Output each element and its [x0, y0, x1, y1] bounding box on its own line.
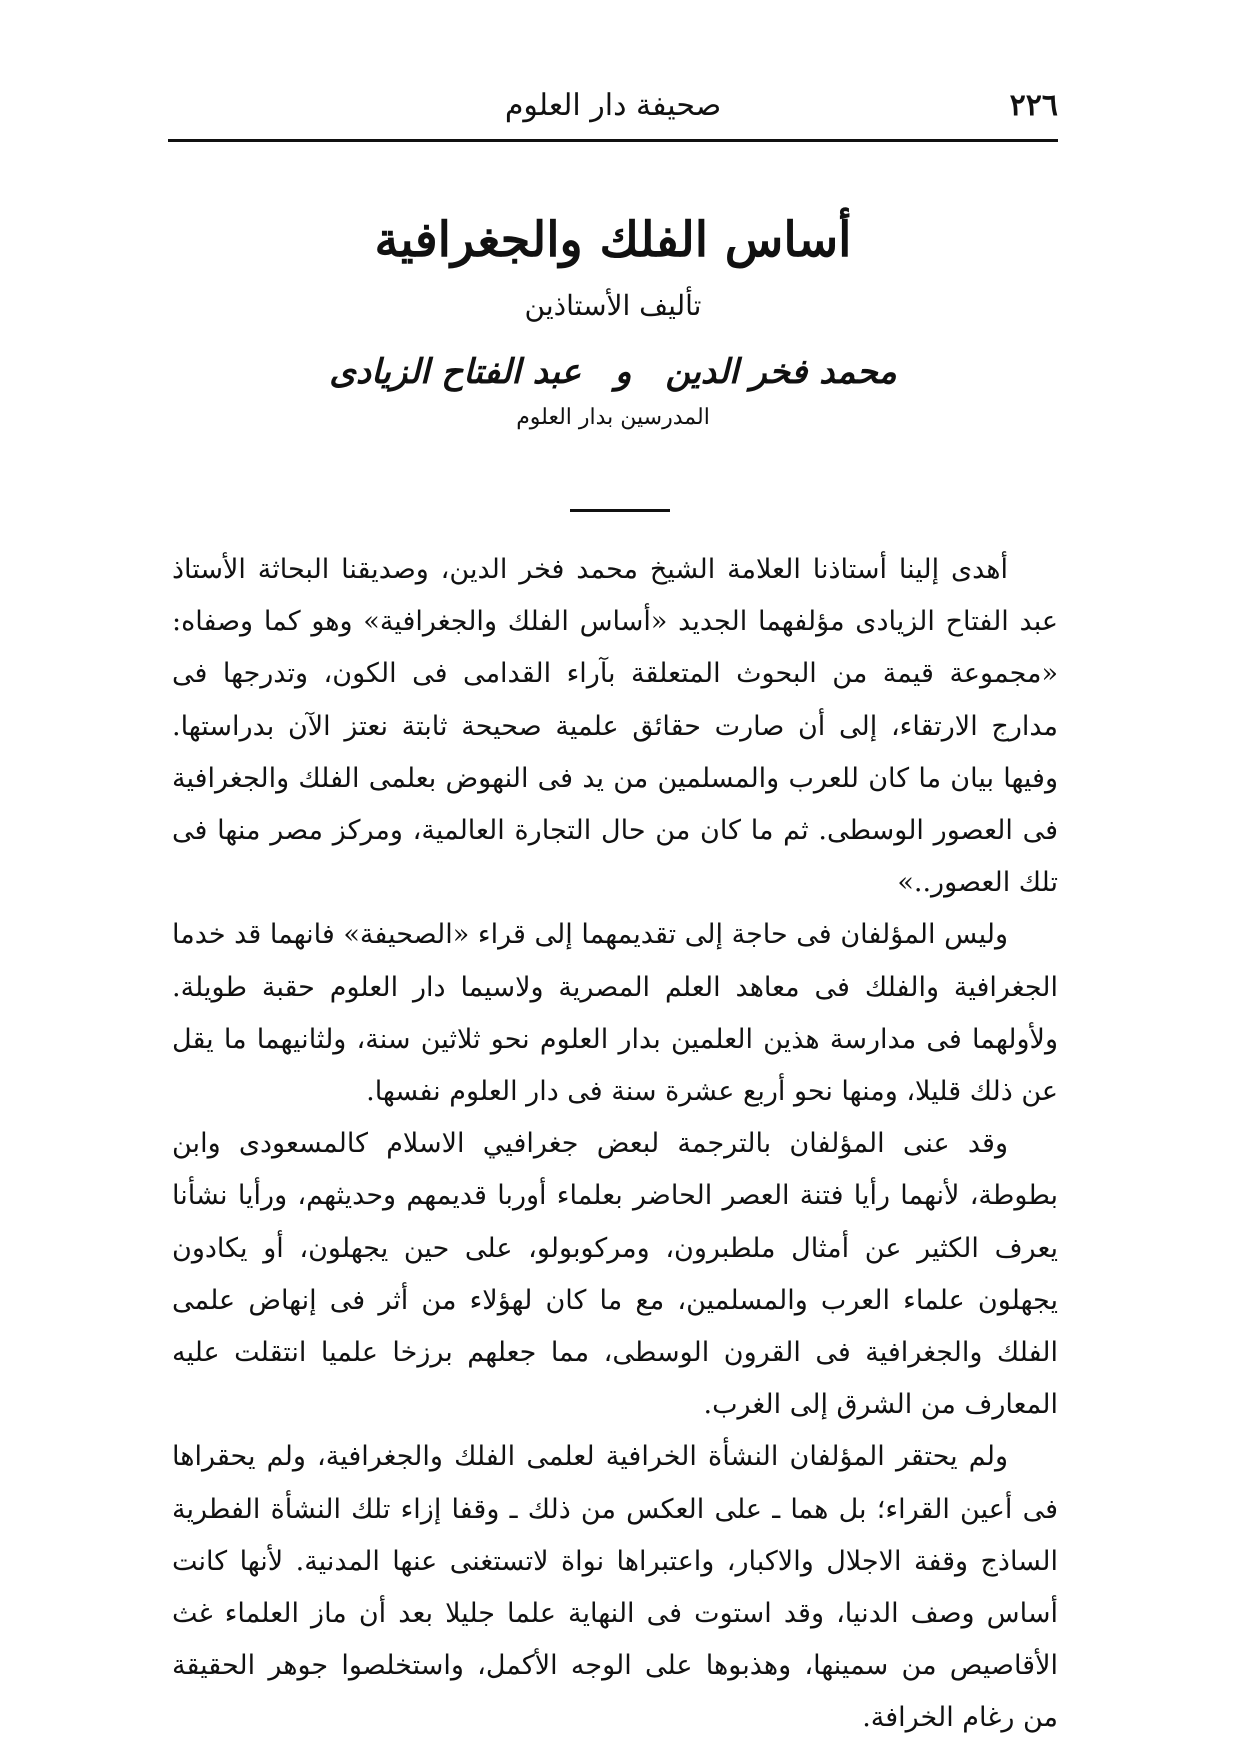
body-paragraph: ولم يحتقر المؤلفان النشأة الخرافية لعلمى الفلك والجغرافية، ولم يحقراها فى أعين القراء؛ بل هما ـ على العكس من ذلك ـ وقفا إزاء تلك النشأة الفطرية الساذج وقفة الاجلال والاكبار، واعتبراها نواة لاتستغنى عنها المدنية. لأنها كانت أساس وصف الدنيا، وقد استوت فى النهاية علما جليلا بعد أن ماز العلماء غث الأقاصيص من سمينها، وهذبوها على الوجه الأكمل، واستخلصوا جوهر الحقيقة من رغام الخرافة.	[172, 1441, 1058, 1734]
page-header	[168, 84, 1058, 134]
article-body	[172, 544, 1058, 1745]
author-1: محمد فخر الدين	[665, 352, 897, 392]
authors-affiliation: المدرسين بدار العلوم	[516, 405, 710, 430]
body-paragraph: وقد عنى المؤلفان بالترجمة لبعض جغرافيي الاسلام كالمسعودى وابن بطوطة، لأنهما رأيا فتنة العصر الحاضر بعلماء أوربا قديمهم وحديثهم، ورأيا نشأنا يعرف الكثير عن أمثال ملطبرون، ومركوبولو، على حين يجهلون، أو يكادون يجهلون علماء العرب والمسلمين، مع ما كان لهؤلاء من أثر فى إنهاض علمى الفلك والجغرافية فى القرون الوسطى، مما جعلهم برزخا علميا انتقلت عليه المعارف من الشرق إلى الغرب.	[172, 1128, 1058, 1421]
section-divider	[570, 509, 670, 512]
author-separator: و	[615, 352, 632, 392]
body-paragraph: وليس المؤلفان فى حاجة إلى تقديمهما إلى قراء «الصحيفة» فانهما قد خدما الجغرافية والفلك فى معاهد العلم المصرية ولاسيما دار العلوم حقبة طويلة. ولأولهما فى مدارسة هذين العلمين بدار العلوم نحو ثلاثين سنة، ولثانيهما ما يقل عن ذلك قليلا، ومنها نحو أربع عشرة سنة فى دار العلوم نفسها.	[172, 919, 1058, 1108]
header-rule	[168, 139, 1058, 142]
authors-line	[168, 350, 1058, 394]
running-title: صحيفة دار العلوم	[504, 88, 722, 123]
page-number: ٢٢٦	[1009, 88, 1058, 123]
article-heading	[168, 210, 1058, 432]
author-2: عبد الفتاح الزيادى	[329, 352, 582, 392]
byline-lead: تأليف الأستاذين	[524, 289, 702, 322]
body-paragraph: أهدى إلينا أستاذنا العلامة الشيخ محمد فخر الدين، وصديقنا البحاثة الأستاذ عبد الفتاح الزيادى مؤلفهما الجديد «أساس الفلك والجغرافية» وهو كما وصفاه: «مجموعة قيمة من البحوث المتعلقة بآراء القدامى فى الكون، وتدرجها فى مدارج الارتقاء، إلى أن صارت حقائق علمية صحيحة ثابتة نعتز الآن بدراستها. وفيها بيان ما كان للعرب والمسلمين من يد فى النهوض بعلمى الفلك والجغرافية فى العصور الوسطى. ثم ما كان من حال التجارة العالمية، ومركز مصر منها فى تلك العصور..»	[172, 554, 1058, 899]
article-title: أساس الفلك والجغرافية	[374, 212, 852, 268]
